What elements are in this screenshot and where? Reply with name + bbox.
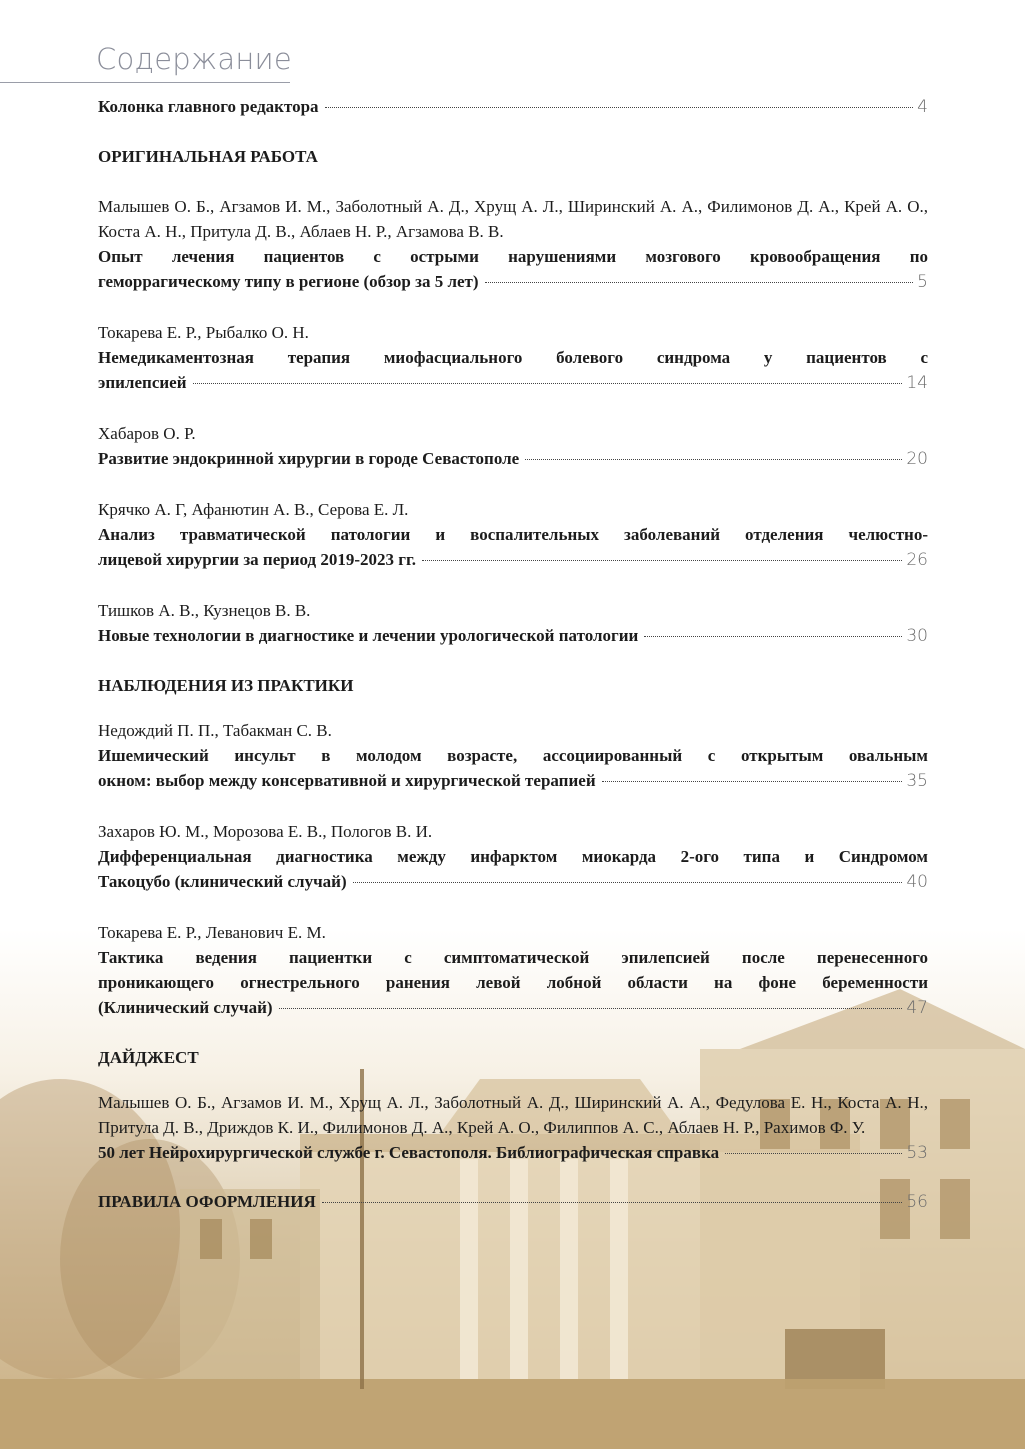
dot-leader — [725, 1153, 902, 1154]
entry-title-row — [98, 623, 928, 649]
entry-authors: Захаров Ю. М., Морозова Е. В., Пологов В. И. — [98, 822, 433, 841]
entry-title-row — [98, 269, 928, 295]
entry-title: 50 лет Нейрохирургической службе г. Севастополя. Библиографическая справка — [98, 1143, 720, 1162]
toc-entry-rules[interactable] — [98, 1189, 928, 1215]
entry-title-line: Опыт лечения пациентов с острыми нарушениями мозгового кровообращения по — [98, 247, 928, 266]
entry-title-row — [98, 768, 928, 794]
entry-title: Развитие эндокринной хирургии в городе Севастополе — [98, 449, 520, 468]
page-number: 40 — [906, 872, 928, 892]
entry-title: ПРАВИЛА ОФОРМЛЕНИЯ — [98, 1192, 316, 1211]
entry-title-row — [98, 446, 928, 472]
toc-entry[interactable] — [98, 497, 928, 573]
page-number: 20 — [906, 449, 928, 469]
toc-entry[interactable] — [98, 819, 928, 895]
entry-title: геморрагическому типу в регионе (обзор за 5 лет) — [98, 272, 479, 291]
entry-title: Колонка главного редактора — [98, 97, 319, 116]
entry-title-row — [98, 869, 928, 895]
page-number: 5 — [917, 272, 928, 292]
dot-leader — [322, 1202, 903, 1203]
entry-authors: Токарева Е. Р., Рыбалко О. Н. — [98, 323, 309, 342]
table-of-contents — [98, 94, 928, 1215]
entry-title-row — [98, 1140, 928, 1166]
toc-sections — [98, 120, 928, 1166]
dot-leader — [193, 383, 903, 384]
toc-entry[interactable] — [98, 598, 928, 649]
toc-entry[interactable] — [98, 718, 928, 794]
entry-title: Такоцубо (клинический случай) — [98, 872, 347, 891]
page-number: 30 — [906, 626, 928, 646]
dot-leader — [422, 560, 902, 561]
page-number: 56 — [906, 1192, 928, 1212]
entry-title-line: проникающего огнестрельного ранения левой лобной области на фоне беременности — [98, 973, 928, 992]
entry-title-line: Анализ травматической патологии и воспалительных заболеваний отделения челюстно- — [98, 525, 928, 544]
toc-entry[interactable] — [98, 194, 928, 295]
section-heading: ДАЙДЖЕСТ — [98, 1048, 199, 1067]
page-number: 47 — [906, 998, 928, 1018]
page-number: 26 — [906, 550, 928, 570]
page-number: 53 — [906, 1143, 928, 1163]
entry-authors: Крячко А. Г, Афанютин А. В., Серова Е. Л. — [98, 500, 409, 519]
toc-entry[interactable] — [98, 1090, 928, 1166]
entry-authors: Малышев О. Б., Агзамов И. М., Заболотный А. Д., Хрущ А. Л., Ширинский А. А., Филимонов Д. А., Крей А. О., Коста А. Н., Притула Д. В., Аблаев Н. Р., Агзамова В. В. — [98, 197, 928, 241]
entry-authors: Токарева Е. Р., Леванович Е. М. — [98, 923, 326, 942]
entry-title: лицевой хирургии за период 2019-2023 гг. — [98, 550, 417, 569]
dot-leader — [279, 1008, 903, 1009]
entry-title: эпилепсией — [98, 373, 187, 392]
dot-leader — [525, 459, 902, 460]
toc-entry[interactable] — [98, 421, 928, 472]
dot-leader — [485, 282, 914, 283]
toc-entry[interactable] — [98, 920, 928, 1021]
dot-leader — [325, 107, 914, 108]
dot-leader — [353, 882, 903, 883]
page-number: 4 — [917, 97, 928, 117]
entry-authors: Хабаров О. Р. — [98, 424, 196, 443]
page-number: 14 — [906, 373, 928, 393]
entry-authors: Недождий П. П., Табакман С. В. — [98, 721, 332, 740]
section-heading: ОРИГИНАЛЬНАЯ РАБОТА — [98, 147, 318, 166]
entry-title-line: Немедикаментозная терапия миофасциального болевого синдрома у пациентов с — [98, 348, 928, 367]
entry-title: окном: выбор между консервативной и хирургической терапией — [98, 771, 596, 790]
entry-title-line: Тактика ведения пациентки с симптоматической эпилепсией после перенесенного — [98, 948, 928, 967]
title-underline — [0, 82, 290, 83]
entry-title-row — [98, 547, 928, 573]
entry-authors: Малышев О. Б., Агзамов И. М., Хрущ А. Л., Заболотный А. Д., Ширинский А. А., Федулова Е. Н., Коста А. Н., Притула Д. В., Дриждов К. И., Филимонов Д. А., Крей А. О., Филиппов А. С., Аблаев Н. Р., Рахимов Ф. У. — [98, 1093, 928, 1137]
entry-title: Новые технологии в диагностике и лечении урологической патологии — [98, 626, 639, 645]
dot-leader — [602, 781, 903, 782]
toc-entry-editor-column[interactable] — [98, 94, 928, 120]
entry-title-row — [98, 995, 928, 1021]
toc-entry[interactable] — [98, 320, 928, 396]
entry-authors: Тишков А. В., Кузнецов В. В. — [98, 601, 311, 620]
entry-title: (Клинический случай) — [98, 998, 273, 1017]
dot-leader — [644, 636, 902, 637]
entry-title-row — [98, 370, 928, 396]
entry-title-line: Ишемический инсульт в молодом возрасте, ассоциированный с открытым овальным — [98, 746, 928, 765]
entry-title-line: Дифференциальная диагностика между инфарктом миокарда 2-ого типа и Синдромом — [98, 847, 928, 866]
page-title: Содержание — [96, 42, 292, 76]
section-heading: НАБЛЮДЕНИЯ ИЗ ПРАКТИКИ — [98, 676, 354, 695]
page-number: 35 — [906, 771, 928, 791]
